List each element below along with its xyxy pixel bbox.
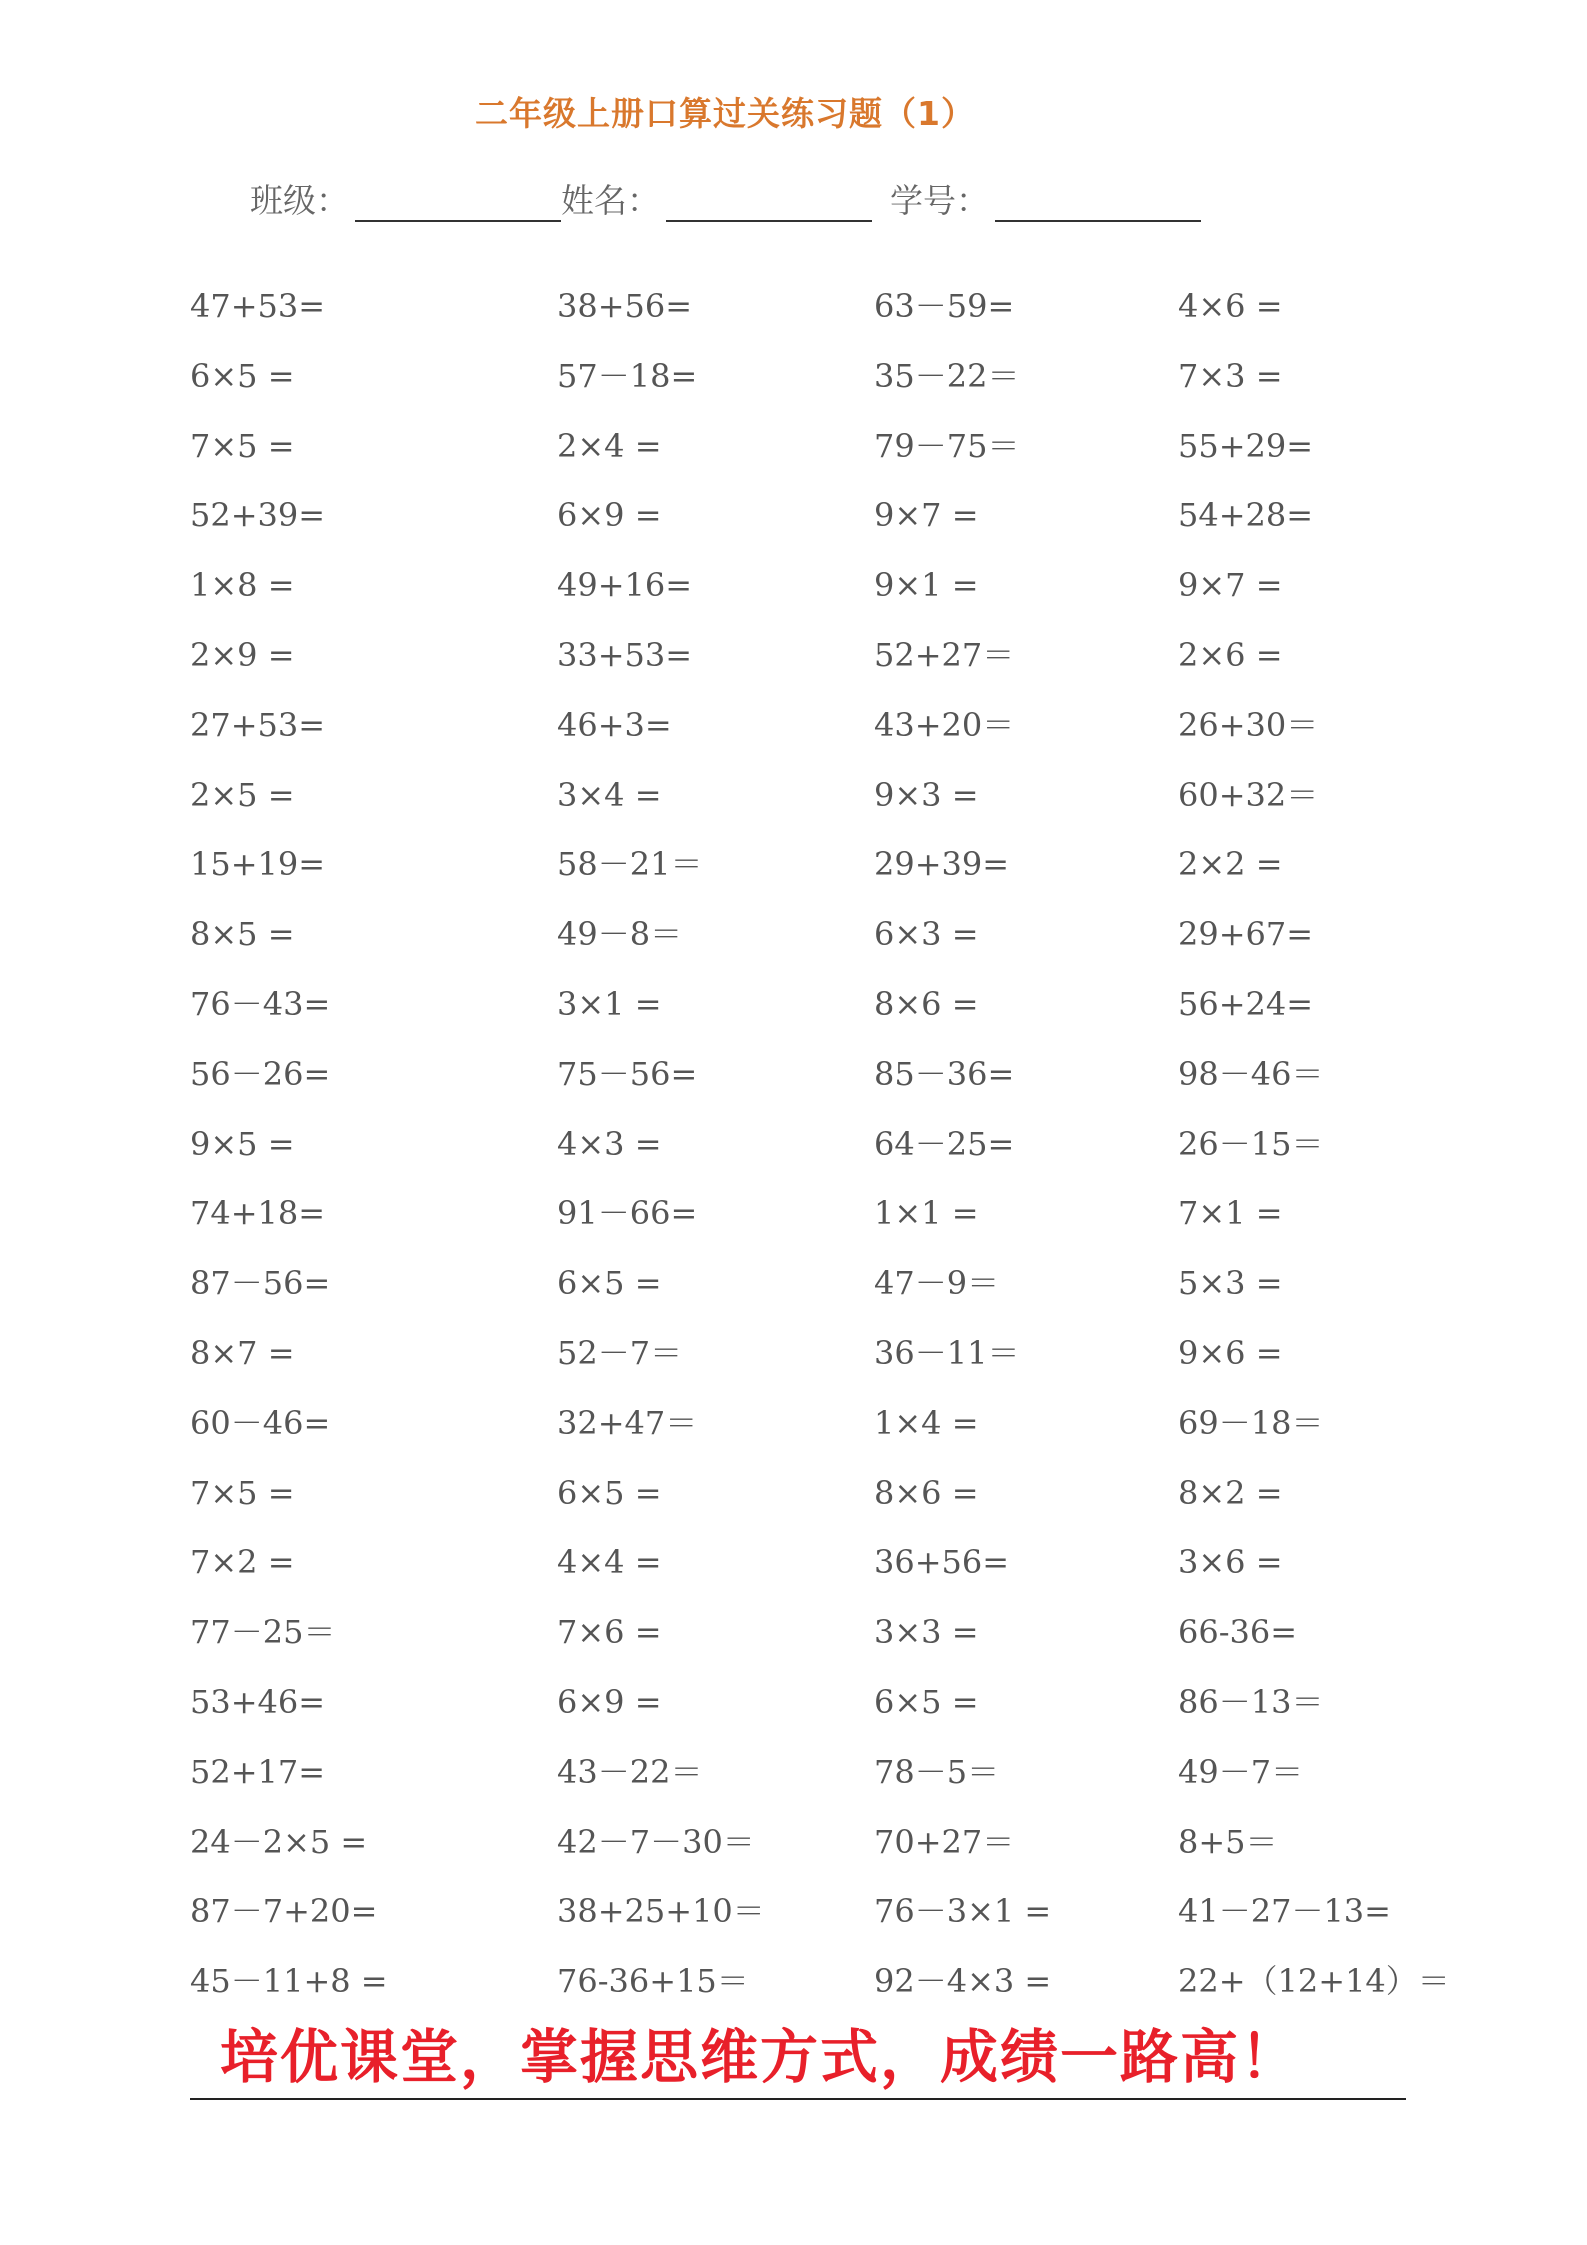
problem-item: 6×9 = bbox=[557, 496, 662, 535]
problem-item: 98－46＝ bbox=[1178, 1054, 1324, 1093]
problem-item: 3×6 = bbox=[1178, 1543, 1283, 1582]
problem-item: 74+18= bbox=[190, 1194, 326, 1233]
problem-item: 1×8 = bbox=[190, 566, 295, 605]
name-label: 姓名： bbox=[561, 181, 660, 220]
problem-item: 6×5 = bbox=[190, 356, 295, 395]
problem-item: 9×7 = bbox=[874, 496, 979, 535]
problem-item: 7×1 = bbox=[1178, 1194, 1283, 1233]
class-blank[interactable] bbox=[355, 184, 561, 222]
problem-item: 78－5＝ bbox=[874, 1752, 1000, 1791]
problem-item: 6×5 = bbox=[557, 1264, 662, 1303]
problem-item: 60+32＝ bbox=[1178, 775, 1319, 814]
problem-item: 2×5 = bbox=[190, 775, 295, 814]
problem-item: 49－7＝ bbox=[1178, 1752, 1304, 1791]
problem-item: 52－7＝ bbox=[557, 1333, 683, 1372]
problem-item: 70+27＝ bbox=[874, 1822, 1015, 1861]
problem-item: 1×1 = bbox=[874, 1194, 979, 1233]
problem-item: 6×3 = bbox=[874, 915, 979, 954]
problem-item: 49+16= bbox=[557, 566, 693, 605]
problem-item: 41－27－13= bbox=[1178, 1892, 1391, 1931]
problem-item: 7×5 = bbox=[190, 426, 295, 465]
page-title: 二年级上册口算过关练习题（1） bbox=[475, 94, 975, 133]
problem-item: 47－9＝ bbox=[874, 1264, 1000, 1303]
problem-item: 4×4 = bbox=[557, 1543, 662, 1582]
problem-item: 8×7 = bbox=[190, 1333, 295, 1372]
problem-item: 56－26= bbox=[190, 1054, 331, 1093]
problem-item: 75－56= bbox=[557, 1054, 698, 1093]
problem-item: 9×5 = bbox=[190, 1124, 295, 1163]
problem-item: 1×4 = bbox=[874, 1403, 979, 1442]
problem-item: 32+47＝ bbox=[557, 1403, 698, 1442]
problem-item: 56+24= bbox=[1178, 984, 1314, 1023]
problem-item: 69－18＝ bbox=[1178, 1403, 1324, 1442]
problem-item: 2×9 = bbox=[190, 635, 295, 674]
problem-item: 49－8＝ bbox=[557, 915, 683, 954]
problem-item: 9×3 = bbox=[874, 775, 979, 814]
problem-item: 36+56= bbox=[874, 1543, 1010, 1582]
problem-item: 52+27＝ bbox=[874, 635, 1015, 674]
problem-item: 4×6 = bbox=[1178, 287, 1283, 325]
problem-item: 52+17= bbox=[190, 1752, 326, 1791]
problem-item: 29+67= bbox=[1178, 915, 1314, 954]
problem-item: 8×2 = bbox=[1178, 1473, 1283, 1512]
problem-item: 6×9 = bbox=[557, 1682, 662, 1721]
name-field bbox=[561, 175, 872, 222]
problem-item: 91－66= bbox=[557, 1194, 698, 1233]
id-label: 学号： bbox=[890, 181, 989, 220]
problem-item: 9×7 = bbox=[1178, 566, 1283, 605]
problem-item: 3×4 = bbox=[557, 775, 662, 814]
problem-grid bbox=[190, 280, 1480, 2025]
problem-item: 60－46= bbox=[190, 1403, 331, 1442]
problem-item: 15+19= bbox=[190, 845, 326, 884]
problem-item: 7×5 = bbox=[190, 1473, 295, 1512]
problem-item: 36－11＝ bbox=[874, 1333, 1020, 1372]
problem-item: 64－25= bbox=[874, 1124, 1015, 1163]
problem-item: 53+46= bbox=[190, 1682, 326, 1721]
problem-item: 2×6 = bbox=[1178, 635, 1283, 674]
problem-item: 76－3×1 = bbox=[874, 1892, 1052, 1931]
problem-item: 86－13＝ bbox=[1178, 1682, 1324, 1721]
problem-item: 87－56= bbox=[190, 1264, 331, 1303]
problem-item: 27+53= bbox=[190, 705, 326, 744]
problem-item: 29+39= bbox=[874, 845, 1010, 884]
problem-item: 76－43= bbox=[190, 984, 331, 1023]
problem-item: 26－15＝ bbox=[1178, 1124, 1324, 1163]
problem-item: 33+53= bbox=[557, 635, 693, 674]
problem-item: 9×6 = bbox=[1178, 1333, 1283, 1372]
problem-item: 6×5 = bbox=[874, 1682, 979, 1721]
problem-item: 85－36= bbox=[874, 1054, 1015, 1093]
problem-item: 7×2 = bbox=[190, 1543, 295, 1582]
problem-item: 2×4 = bbox=[557, 426, 662, 465]
problem-item: 54+28= bbox=[1178, 496, 1314, 535]
problem-item: 4×3 = bbox=[557, 1124, 662, 1163]
problem-item: 47+53= bbox=[190, 287, 326, 325]
problem-item: 43－22＝ bbox=[557, 1752, 703, 1791]
problem-item: 7×6 = bbox=[557, 1613, 662, 1652]
problem-item: 77－25＝ bbox=[190, 1613, 336, 1652]
problem-item: 38+56= bbox=[557, 287, 693, 325]
problem-item: 7×3 = bbox=[1178, 356, 1283, 395]
problem-item: 3×1 = bbox=[557, 984, 662, 1023]
problem-item: 42－7－30＝ bbox=[557, 1822, 755, 1861]
problem-item: 52+39= bbox=[190, 496, 326, 535]
problem-item: 26+30＝ bbox=[1178, 705, 1319, 744]
problem-item: 79－75＝ bbox=[874, 426, 1020, 465]
problem-item: 3×3 = bbox=[874, 1613, 979, 1652]
problem-item: 22+（12+14）＝ bbox=[1178, 1962, 1450, 2001]
problem-item: 63－59= bbox=[874, 287, 1015, 325]
problem-item: 8×5 = bbox=[190, 915, 295, 954]
problem-item: 5×3 = bbox=[1178, 1264, 1283, 1303]
problem-item: 57－18= bbox=[557, 356, 698, 395]
problem-item: 8+5＝ bbox=[1178, 1822, 1278, 1861]
problem-item: 38+25+10＝ bbox=[557, 1892, 765, 1931]
problem-item: 43+20＝ bbox=[874, 705, 1015, 744]
problem-item: 6×5 = bbox=[557, 1473, 662, 1512]
problem-item: 55+29= bbox=[1178, 426, 1314, 465]
problem-item: 8×6 = bbox=[874, 1473, 979, 1512]
problem-item: 8×6 = bbox=[874, 984, 979, 1023]
id-field bbox=[890, 175, 1201, 222]
problem-item: 76-36+15＝ bbox=[557, 1962, 749, 2001]
problem-item: 58－21＝ bbox=[557, 845, 703, 884]
name-blank[interactable] bbox=[666, 184, 872, 222]
problem-item: 2×2 = bbox=[1178, 845, 1283, 884]
problem-item: 9×1 = bbox=[874, 566, 979, 605]
problem-item: 92－4×3 = bbox=[874, 1962, 1052, 2001]
slogan: 培优课堂，掌握思维方式，成绩一路高！ bbox=[220, 2023, 1301, 2091]
problem-item: 35－22＝ bbox=[874, 356, 1020, 395]
class-label: 班级： bbox=[250, 181, 349, 220]
problem-item: 46+3= bbox=[557, 705, 672, 744]
problem-item: 87－7+20= bbox=[190, 1892, 378, 1931]
problem-item: 66-36= bbox=[1178, 1613, 1298, 1652]
student-info bbox=[250, 172, 1201, 222]
id-blank[interactable] bbox=[995, 184, 1201, 222]
class-field bbox=[250, 175, 561, 222]
divider-line bbox=[190, 2098, 1406, 2100]
problem-item: 24－2×5 = bbox=[190, 1822, 368, 1861]
problem-item: 45－11+8 = bbox=[190, 1962, 388, 2001]
